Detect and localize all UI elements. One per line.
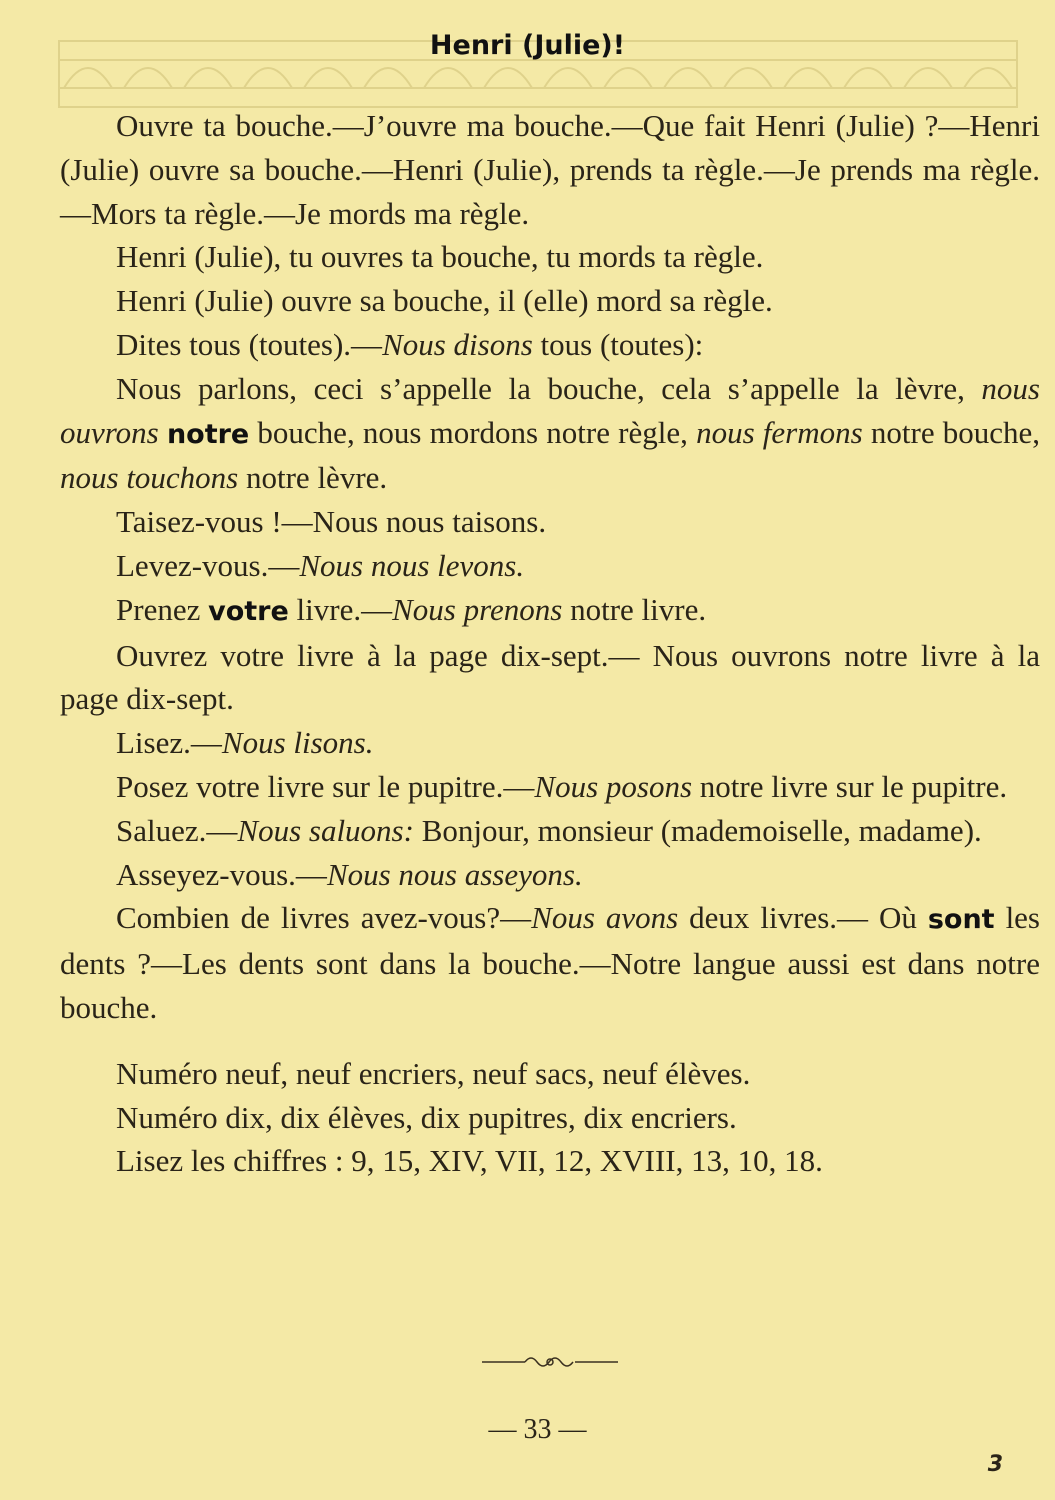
text-run: Prenez (116, 591, 209, 627)
text-run: tous (toutes): (532, 326, 704, 362)
text-run: Lisez.— (116, 725, 222, 761)
band-arc (424, 68, 472, 88)
text-run: notre livre. (562, 591, 707, 627)
text-run: Asseyez-vous.— (116, 856, 327, 892)
band-arc (904, 68, 952, 88)
paragraph (60, 1052, 1040, 1096)
text-run: Numéro neuf, neuf encriers, neuf sacs, neuf élèves. (116, 1055, 751, 1091)
page-number: — 33 — (488, 1414, 587, 1445)
text-run: Taisez-vous !—Nous nous taisons. (116, 504, 547, 540)
paragraph (60, 765, 1040, 809)
text-run: livre.— (288, 591, 393, 627)
paragraph (60, 500, 1040, 544)
signature-mark: 3 (987, 1452, 1003, 1477)
bold-word: votre (208, 595, 289, 627)
paragraph (60, 323, 1040, 367)
band-arc (844, 68, 892, 88)
band-arc (64, 68, 112, 88)
band-arc (484, 68, 532, 88)
italic-phrase: Nous disons (382, 326, 533, 362)
text-run: deux livres.— Où (678, 900, 928, 936)
flourish-ornament (480, 1352, 620, 1372)
text-run: notre bouche, (862, 414, 1041, 450)
text-run: Posez votre livre sur le pupitre.— (116, 768, 535, 804)
text-run: Levez-vous.— (116, 547, 300, 583)
text-run (159, 415, 167, 450)
paragraph (60, 721, 1040, 765)
text-run: Numéro dix, dix élèves, dix pupitres, dix encriers. (116, 1099, 737, 1135)
band-arc (364, 68, 412, 88)
lesson-text (60, 104, 1040, 1183)
band-arc (184, 68, 232, 88)
italic-phrase: nous touchons (60, 460, 239, 496)
paragraph (60, 104, 1040, 235)
paragraph (60, 235, 1040, 279)
paragraph (60, 853, 1040, 897)
text-run: Henri (Julie), tu ouvres ta bouche, tu mords ta règle. (116, 239, 764, 275)
paragraph (60, 896, 1040, 1029)
band-arc (604, 68, 652, 88)
italic-phrase: nous ouvrons (60, 370, 1040, 450)
italic-phrase: Nous posons (534, 768, 693, 804)
band-arc (304, 68, 352, 88)
paragraph (60, 588, 1040, 634)
italic-phrase: Nous avons (531, 900, 679, 936)
band-arc (244, 68, 292, 88)
band-arc (784, 68, 832, 88)
text-run: les dents ?—Les dents sont dans la bouche.—Notre langue aussi est dans notre bouche. (60, 900, 1041, 1025)
text-run: Bonjour, monsieur (mademoiselle, madame). (413, 812, 982, 848)
paragraph (60, 634, 1040, 722)
bold-word: notre (166, 418, 250, 450)
text-run: Lisez les chiffres : 9, 15, XIV, VII, 12, XVIII, 13, 10, 18. (116, 1143, 823, 1179)
text-run: Combien de livres avez-vous?— (116, 900, 532, 936)
paragraph (60, 544, 1040, 588)
text-run: notre lèvre. (238, 460, 388, 496)
italic-phrase: nous fermons (696, 414, 863, 450)
text-run: Henri (Julie) ouvre sa bouche, il (elle) mord sa règle. (116, 283, 773, 319)
italic-phrase: Nous nous asseyons. (326, 856, 583, 892)
paragraph (60, 1139, 1040, 1183)
italic-phrase: Nous prenons (392, 591, 563, 627)
band-arc (544, 68, 592, 88)
band-arc (964, 68, 1012, 88)
text-run: Saluez.— (116, 812, 238, 848)
text-run: Dites tous (toutes).— (116, 326, 383, 362)
band-arc (124, 68, 172, 88)
paragraph (60, 809, 1040, 853)
page-title: Henri (Julie)! (429, 30, 626, 61)
paragraph (60, 367, 1040, 500)
text-run: bouche, nous mordons notre règle, (249, 414, 697, 450)
band-arc (664, 68, 712, 88)
italic-phrase: Nous lisons. (221, 725, 374, 761)
text-run: notre livre sur le pupitre. (692, 768, 1008, 804)
bold-word: sont (927, 904, 995, 936)
italic-phrase: Nous saluons: (237, 812, 414, 848)
text-run: Ouvrez votre livre à la page dix-sept.— Nous ouvrons notre livre à la page dix-sept. (60, 637, 1040, 717)
italic-phrase: Nous nous levons. (299, 547, 525, 583)
band-arc (724, 68, 772, 88)
text-run: Nous parlons, ceci s’appelle la bouche, cela s’appelle la lèvre, (116, 370, 982, 406)
paragraph (60, 1096, 1040, 1140)
paragraph (60, 279, 1040, 323)
text-run: Ouvre ta bouche.—J’ouvre ma bouche.—Que fait Henri (Julie) ?—Henri (Julie) ouvre sa bouche.—Henri (Julie), prends ta règle.—Je prends ma règle.—Mors ta règle.—Je mords ma règle. (60, 108, 1040, 231)
